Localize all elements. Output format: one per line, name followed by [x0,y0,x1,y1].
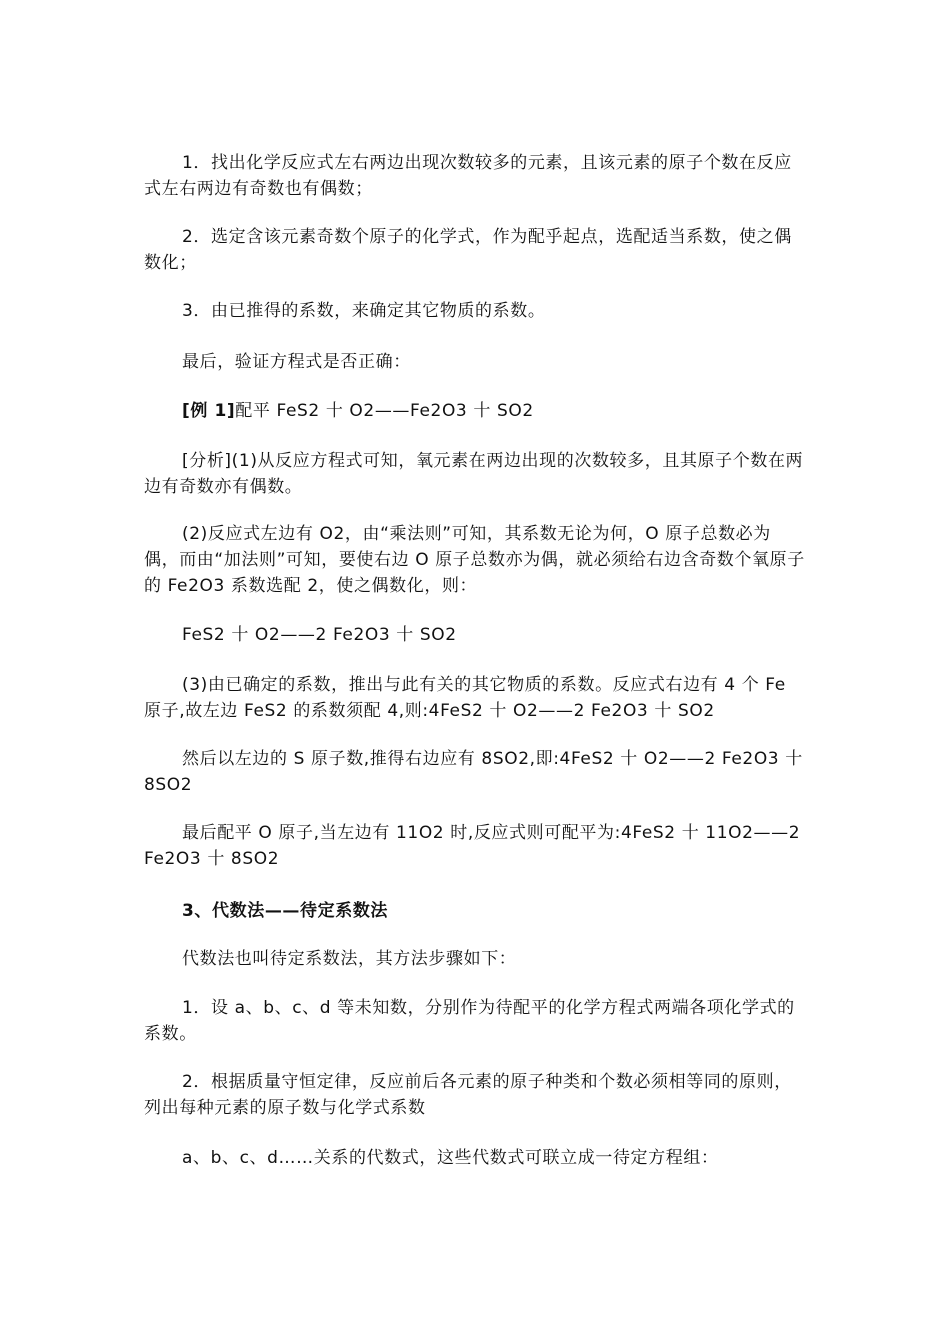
algebra-step-2: 2．根据质量守恒定律，反应前后各元素的原子种类和个数必须相等同的原则，列出每种元素的原子数与化学式系数 [144,1072,792,1118]
algebra-relation-text: a、b、c、d……关系的代数式，这些代数式可联立成一待定方程组： [182,1148,719,1168]
step-3-determine-coefficients: 3．由已推得的系数，来确定其它物质的系数。 [182,301,546,321]
analysis-step-1: [分析](1)从反应方程式可知，氧元素在两边出现的次数较多，且其原子个数在两边有奇数亦有偶数。 [144,451,804,497]
balance-sulfur-text: 然后以左边的 S 原子数,推得右边应有 8SO2,即:4FeS2 十 O2——2 Fe2O3 十 8SO2 [144,749,803,795]
example-equation: 配平 FeS2 十 O2——Fe2O3 十 SO2 [235,401,534,421]
equation-line-1: FeS2 十 O2——2 Fe2O3 十 SO2 [182,625,457,645]
example-1-heading [144,398,806,424]
step-2-select-formula: 2．选定含该元素奇数个原子的化学式，作为配乎起点，选配适当系数，使之偶数化； [144,227,792,273]
section-3-heading: 3、代数法——待定系数法 [182,901,389,921]
verify-equation-text: 最后，验证方程式是否正确： [182,352,411,372]
balance-oxygen-text: 最后配平 O 原子,当左边有 11O2 时,反应式则可配平为:4FeS2 十 11O2——2 Fe2O3 十 8SO2 [144,823,801,869]
step-1-find-element: 1．找出化学反应式左右两边出现次数较多的元素，且该元素的原子个数在反应式左右两边有奇数也有偶数； [144,153,792,199]
algebra-method-intro: 代数法也叫待定系数法，其方法步骤如下： [182,949,517,969]
analysis-step-3: (3)由已确定的系数，推出与此有关的其它物质的系数。反应式右边有 4 个 Fe 原子,故左边 FeS2 的系数须配 4,则:4FeS2 十 O2——2 Fe2O3 十 SO2 [144,675,786,721]
analysis-step-2: (2)反应式左边有 O2，由“乘法则”可知，其系数无论为何，O 原子总数必为偶，而由“加法则”可知，要使右边 O 原子总数亦为偶，就必须给右边含奇数个氧原子的 Fe2O3 系数选配 2，使之偶数化，则： [144,524,805,596]
example-label: [例 1] [182,401,236,421]
algebra-step-1: 1．设 a、b、c、d 等未知数，分别作为待配平的化学方程式两端各项化学式的系数。 [144,998,795,1044]
